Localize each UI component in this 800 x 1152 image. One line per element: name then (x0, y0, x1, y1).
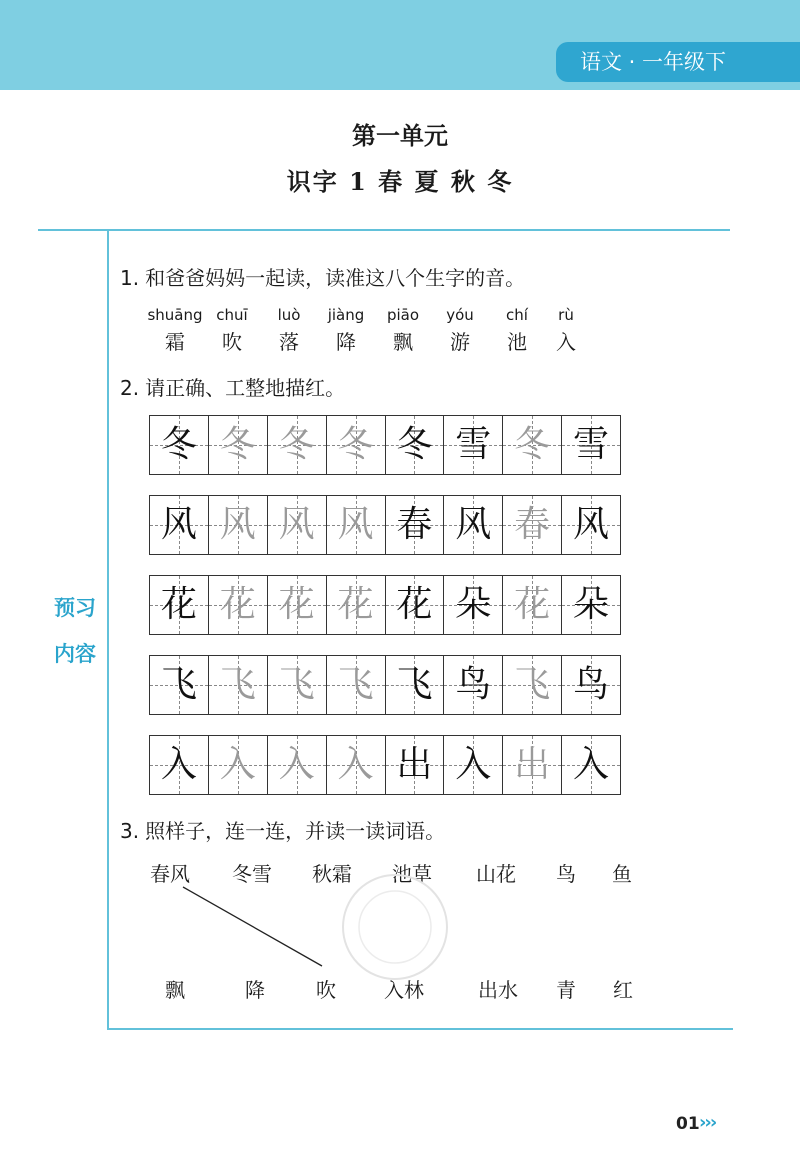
tracing-cell: 出 (385, 736, 444, 794)
tracing-cell: 飞 (267, 656, 326, 714)
unit-title: 第一单元 (352, 121, 448, 150)
pinyin: piāo (386, 306, 420, 324)
tracing-cell: 冬 (385, 416, 444, 474)
tracing-cell: 冬 (502, 416, 561, 474)
pinyin: jiàng (327, 306, 365, 324)
tracing-cell: 飞 (150, 656, 208, 714)
match-word-bottom: 红 (613, 978, 633, 1002)
tracing-cell: 鸟 (561, 656, 620, 714)
pinyin: yóu (446, 306, 474, 324)
tracing-cell: 冬 (326, 416, 385, 474)
tracing-cell: 冬 (150, 416, 208, 474)
match-word-top: 春风 (150, 862, 190, 886)
tracing-cell: 花 (385, 576, 444, 634)
question-2-number: 2. (120, 376, 140, 400)
tracing-cell: 入 (561, 736, 620, 794)
tracing-cell: 雪 (561, 416, 620, 474)
page-number: 01 (676, 1114, 700, 1134)
tracing-cell: 入 (326, 736, 385, 794)
question-1-number: 1. (120, 266, 140, 290)
tracing-cell: 出 (502, 736, 561, 794)
lesson-title: 识字 1 春 夏 秋 冬 (286, 167, 514, 196)
tracing-row-5 (149, 735, 621, 795)
match-word-bottom: 入林 (384, 978, 424, 1002)
tracing-cell: 冬 (208, 416, 267, 474)
hanzi: 飘 (393, 330, 413, 354)
tracing-row-3 (149, 575, 621, 635)
preview-label: 预习 (54, 596, 96, 620)
hanzi: 落 (279, 330, 299, 354)
tracing-cell: 冬 (267, 416, 326, 474)
tracing-cell: 入 (443, 736, 502, 794)
tracing-cell: 风 (267, 496, 326, 554)
match-word-bottom: 降 (245, 978, 265, 1002)
tracing-cell: 春 (502, 496, 561, 554)
tracing-cell: 鸟 (443, 656, 502, 714)
tracing-cell: 风 (208, 496, 267, 554)
tracing-cell: 风 (150, 496, 208, 554)
tracing-cell: 入 (267, 736, 326, 794)
match-word-bottom: 飘 (165, 978, 185, 1002)
question-3-text: 照样子，连一连，并读一读词语。 (145, 819, 446, 843)
tracing-cell: 入 (150, 736, 208, 794)
tracing-cell: 风 (443, 496, 502, 554)
tracing-cell: 朵 (443, 576, 502, 634)
pinyin: shuāng (147, 306, 203, 324)
pinyin: rù (558, 306, 574, 324)
tracing-row-4 (149, 655, 621, 715)
tracing-row-2 (149, 495, 621, 555)
tracing-cell: 花 (208, 576, 267, 634)
match-word-bottom: 出水 (478, 978, 518, 1002)
question-1-text: 和爸爸妈妈一起读，读准这八个生字的音。 (145, 266, 526, 290)
tracing-cell: 飞 (502, 656, 561, 714)
tracing-cell: 花 (326, 576, 385, 634)
match-word-top: 冬雪 (232, 862, 272, 886)
match-word-bottom: 青 (556, 978, 576, 1002)
tracing-cell: 朵 (561, 576, 620, 634)
tracing-cell: 飞 (326, 656, 385, 714)
match-word-top: 池草 (392, 862, 432, 886)
match-word-bottom: 吹 (316, 978, 336, 1002)
tracing-cell: 花 (267, 576, 326, 634)
match-word-top: 山花 (476, 862, 516, 886)
tracing-cell: 花 (502, 576, 561, 634)
hanzi: 吹 (222, 330, 242, 354)
hanzi: 游 (450, 330, 470, 354)
pinyin: chí (506, 306, 528, 324)
tracing-cell: 花 (150, 576, 208, 634)
tracing-cell: 雪 (443, 416, 502, 474)
match-word-top: 鸟 (556, 862, 576, 886)
tracing-row-1 (149, 415, 621, 475)
tracing-cell: 风 (561, 496, 620, 554)
tracing-cell: 飞 (208, 656, 267, 714)
pinyin: chuī (216, 306, 248, 324)
next-arrows-icon: ››› (699, 1112, 716, 1133)
content-label: 内容 (54, 642, 96, 666)
tracing-cell: 入 (208, 736, 267, 794)
hanzi: 降 (336, 330, 356, 354)
question-3-number: 3. (120, 819, 140, 843)
match-word-top: 鱼 (612, 862, 632, 886)
hanzi: 霜 (165, 330, 185, 354)
match-word-top: 秋霜 (312, 862, 352, 886)
hanzi: 池 (507, 330, 527, 354)
tracing-cell: 春 (385, 496, 444, 554)
tracing-cell: 飞 (385, 656, 444, 714)
tracing-cell: 风 (326, 496, 385, 554)
pinyin: luò (277, 306, 301, 324)
watermark-seal (330, 862, 460, 992)
subject-grade-tab: 语文 · 一年级下 (556, 42, 800, 82)
hanzi: 入 (556, 330, 576, 354)
question-2-text: 请正确、工整地描红。 (145, 376, 346, 400)
